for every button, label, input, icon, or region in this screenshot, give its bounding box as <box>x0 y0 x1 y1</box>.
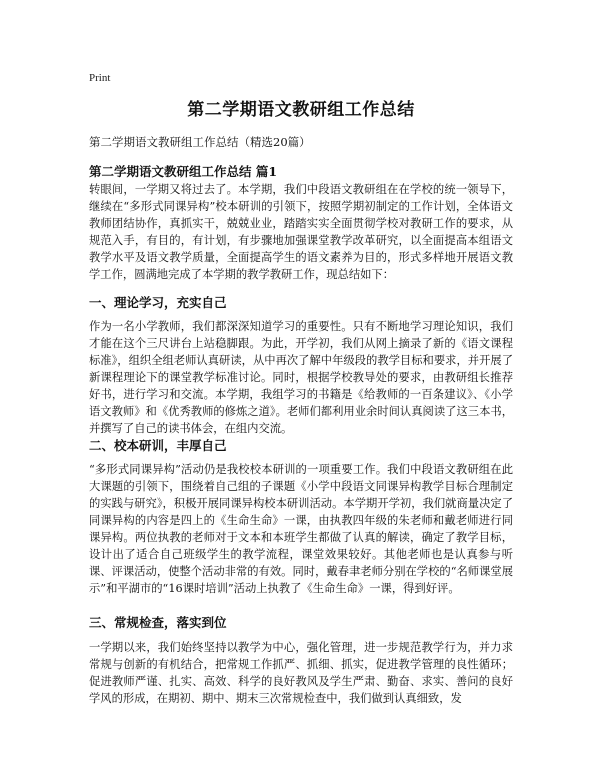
document-subtitle: 第二学期语文教研组工作总结（精选20篇） <box>89 135 311 149</box>
intro-paragraph: 转眼间，一学期又将过去了。本学期，我们中段语文教研组在在学校的统一领导下，继续在“多形式同课异构”校本研训的引领下，按照学期初制定的工作计划，全体语文教师团结协作，真抓实干，兢兢业业，踏踏实实全面贯彻学校对教研工作的要求，从规范入手，有目的，有计划，有步骤地加强课堂教学改革研究，以全面提高本组语文教学水平及语文教学质量，全面提高学生的语文素养为目的，形式多样地开展语文教学工作，圆满地完成了本学期的教学教研工作，现总结如下： <box>89 183 513 281</box>
section-paragraph-inspection: 一学期以来，我们始终坚持以教学为中心，强化管理，进一步规范教学行为，并力求常规与创新的有机结合，把常规工作抓严、抓细、抓实，促进教学管理的良性循环；促进教师严谨、扎实、高效、科学的良好教风及学生严肃、勤奋、求实、善问的良好学风的形成，在期初、期中、期末三次常规检查中，我们做到认真细致，发 <box>89 641 513 705</box>
article-heading: 第二学期语文教研组工作总结 篇1 <box>89 164 278 179</box>
section-paragraph-theory: 作为一名小学教师，我们都深深知道学习的重要性。只有不断地学习理论知识，我们才能在这个三尺讲台上站稳脚跟。为此，开学初，我们从网上摘录了新的《语文课程标准》，组织全组老师认真研读，从中再次了解中年级段的教学目标和要求，并开展了新课程理论下的课堂教学标准讨论。同时，根据学校教导处的要求，由教研组长推荐好书，进行学习和交流。本学期，我组学习的书籍是《给教师的一百条建议》、《小学语文教师》和《优秀教师的修炼之道》。老师们都利用业余时间认真阅读了这三本书，并撰写了自己的读书体会，在组内交流。 <box>89 320 513 435</box>
print-label: Print <box>89 72 111 84</box>
section-paragraph-training: “多形式同课异构”活动仍是我校校本研训的一项重要工作。我们中段语文教研组在此大课题的引领下，围绕着自己组的子课题《小学中段语文同课异构教学目标合理制定的实践与研究》，积极开展同课异构校本研训活动。本学期开学初，我们就商量决定了同课异构的内容是四上的《生命生命》一课，由执教四年级的朱老师和戴老师进行同课异构。两位执教的老师对于文本和本班学生都做了认真的解读，确定了教学目标，设计出了适合自己班级学生的教学流程，课堂效果较好。其他老师也是认真参与听课、评课活动，使整个活动非常的有效。同时，戴春聿老师分别在学校的“名师课堂展示”和平湖市的“16课时培训”活动上执教了《生命生命》一课，得到好评。 <box>89 463 513 595</box>
section-heading-theory: 一、理论学习，充实自己 <box>89 295 227 310</box>
section-heading-training: 二、校本研训，丰厚自己 <box>89 438 227 453</box>
page-title: 第二学期语文教研组工作总结 <box>187 100 415 120</box>
section-heading-inspection: 三、常规检查，落实到位 <box>89 615 227 630</box>
